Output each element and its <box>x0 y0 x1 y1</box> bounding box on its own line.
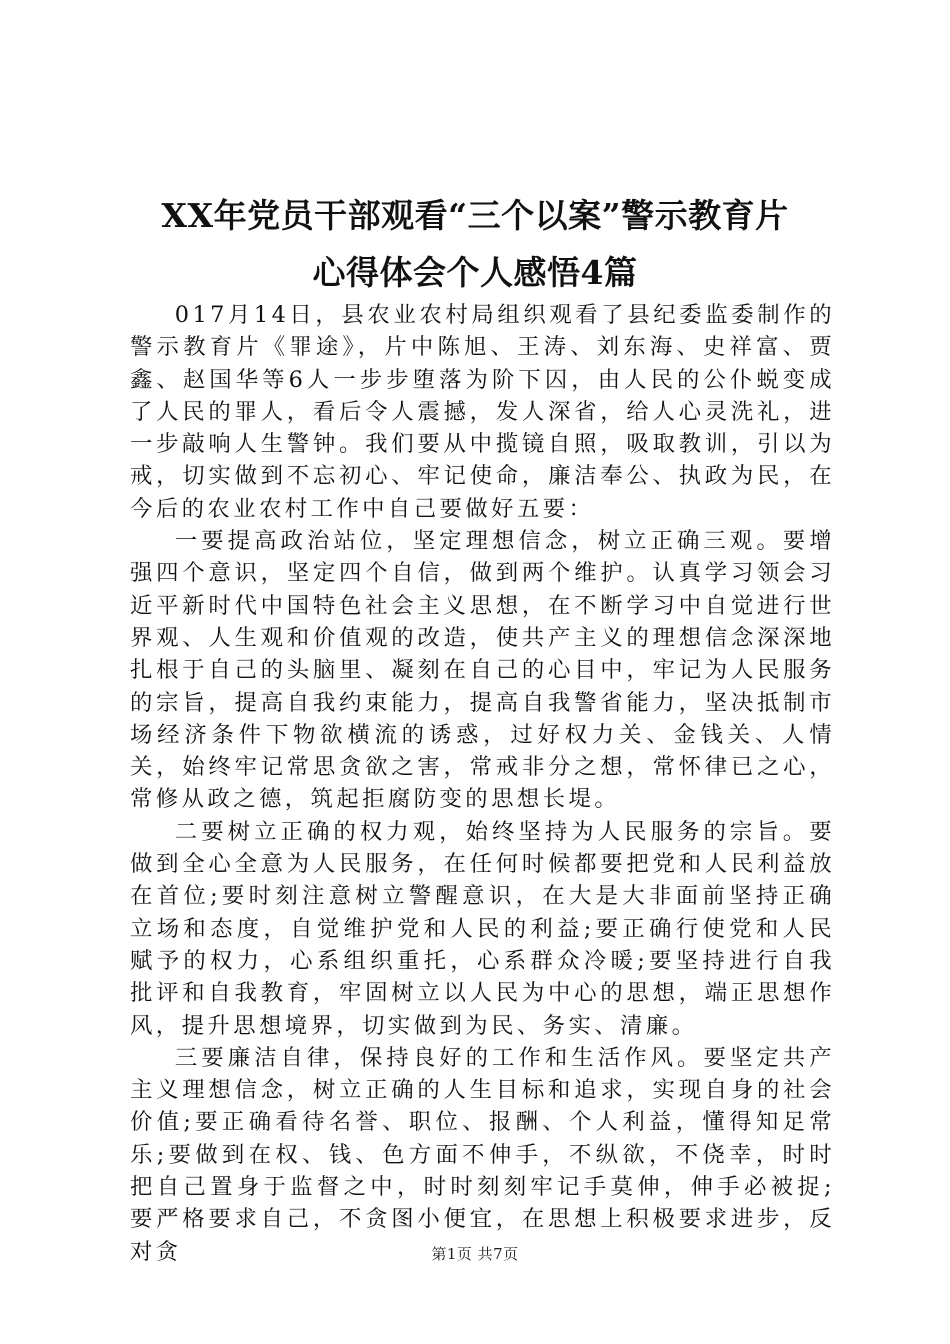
paragraph-point-one: 一要提高政治站位，坚定理想信念，树立正确三观。要增强四个意识，坚定四个自信，做到两个维护。认真学习领会习近平新时代中国特色社会主义思想，在不断学习中自觉进行世界观、人生观和价值观的改造，使共产主义的理想信念深深地扎根于自己的头脑里、凝刻在自己的心目中，牢记为人民服务的宗旨，提高自我约束能力，提高自我警省能力，坚决抵制市场经济条件下物欲横流的诱惑，过好权力关、金钱关、人情关，始终牢记常思贪欲之害，常戒非分之想，常怀律已之心，常修从政之德，筑起拒腐防变的思想长堤。 <box>130 528 835 813</box>
document-title-line-1: XX年党员干部观看“三个以案”警示教育片 <box>161 196 789 235</box>
paragraph-point-three: 三要廉洁自律，保持良好的工作和生活作风。要坚定共产主义理想信念，树立正确的人生目标和追求，实现自身的社会价值;要正确看待名誉、职位、报酬、个人利益，懂得知足常乐;要做到在权、钱、色方面不伸手，不纵欲，不侥幸，时时把自己置身于监督之中，时时刻刻牢记手莫伸，伸手必被捉;要严格要求自己，不贪图小便宜，在思想上积极要求进步，反对贪 <box>130 1044 835 1265</box>
paragraph-intro: 017月14日，县农业农村局组织观看了县纪委监委制作的警示教育片《罪途》，片中陈旭、王涛、刘东海、史祥富、贾鑫、赵国华等6人一步步堕落为阶下囚，由人民的公仆蜕变成了人民的罪人，看后令人震撼，发人深省，给人心灵洗礼，进一步敲响人生警钟。我们要从中揽镜自照，吸取教训，引以为戒，切实做到不忘初心、牢记使命，廉洁奉公、执政为民，在今后的农业农村工作中自己要做好五要： <box>130 302 835 522</box>
document-title-line-2: 心得体会个人感悟4篇 <box>312 253 638 292</box>
document-body <box>130 299 835 1268</box>
page-number-footer: 第1页 共7页 <box>431 1245 519 1263</box>
paragraph-point-two: 二要树立正确的权力观，始终坚持为人民服务的宗旨。要做到全心全意为人民服务，在任何时候都要把党和人民利益放在首位;要时刻注意树立警醒意识，在大是大非面前坚持正确立场和态度，自觉维护党和人民的利益;要正确行使党和人民赋予的权力，心系组织重托，心系群众冷暖;要坚持进行自我批评和自我教育，牢固树立以人民为中心的思想，端正思想作风，提升思想境界，切实做到为民、务实、清廉。 <box>130 818 835 1039</box>
